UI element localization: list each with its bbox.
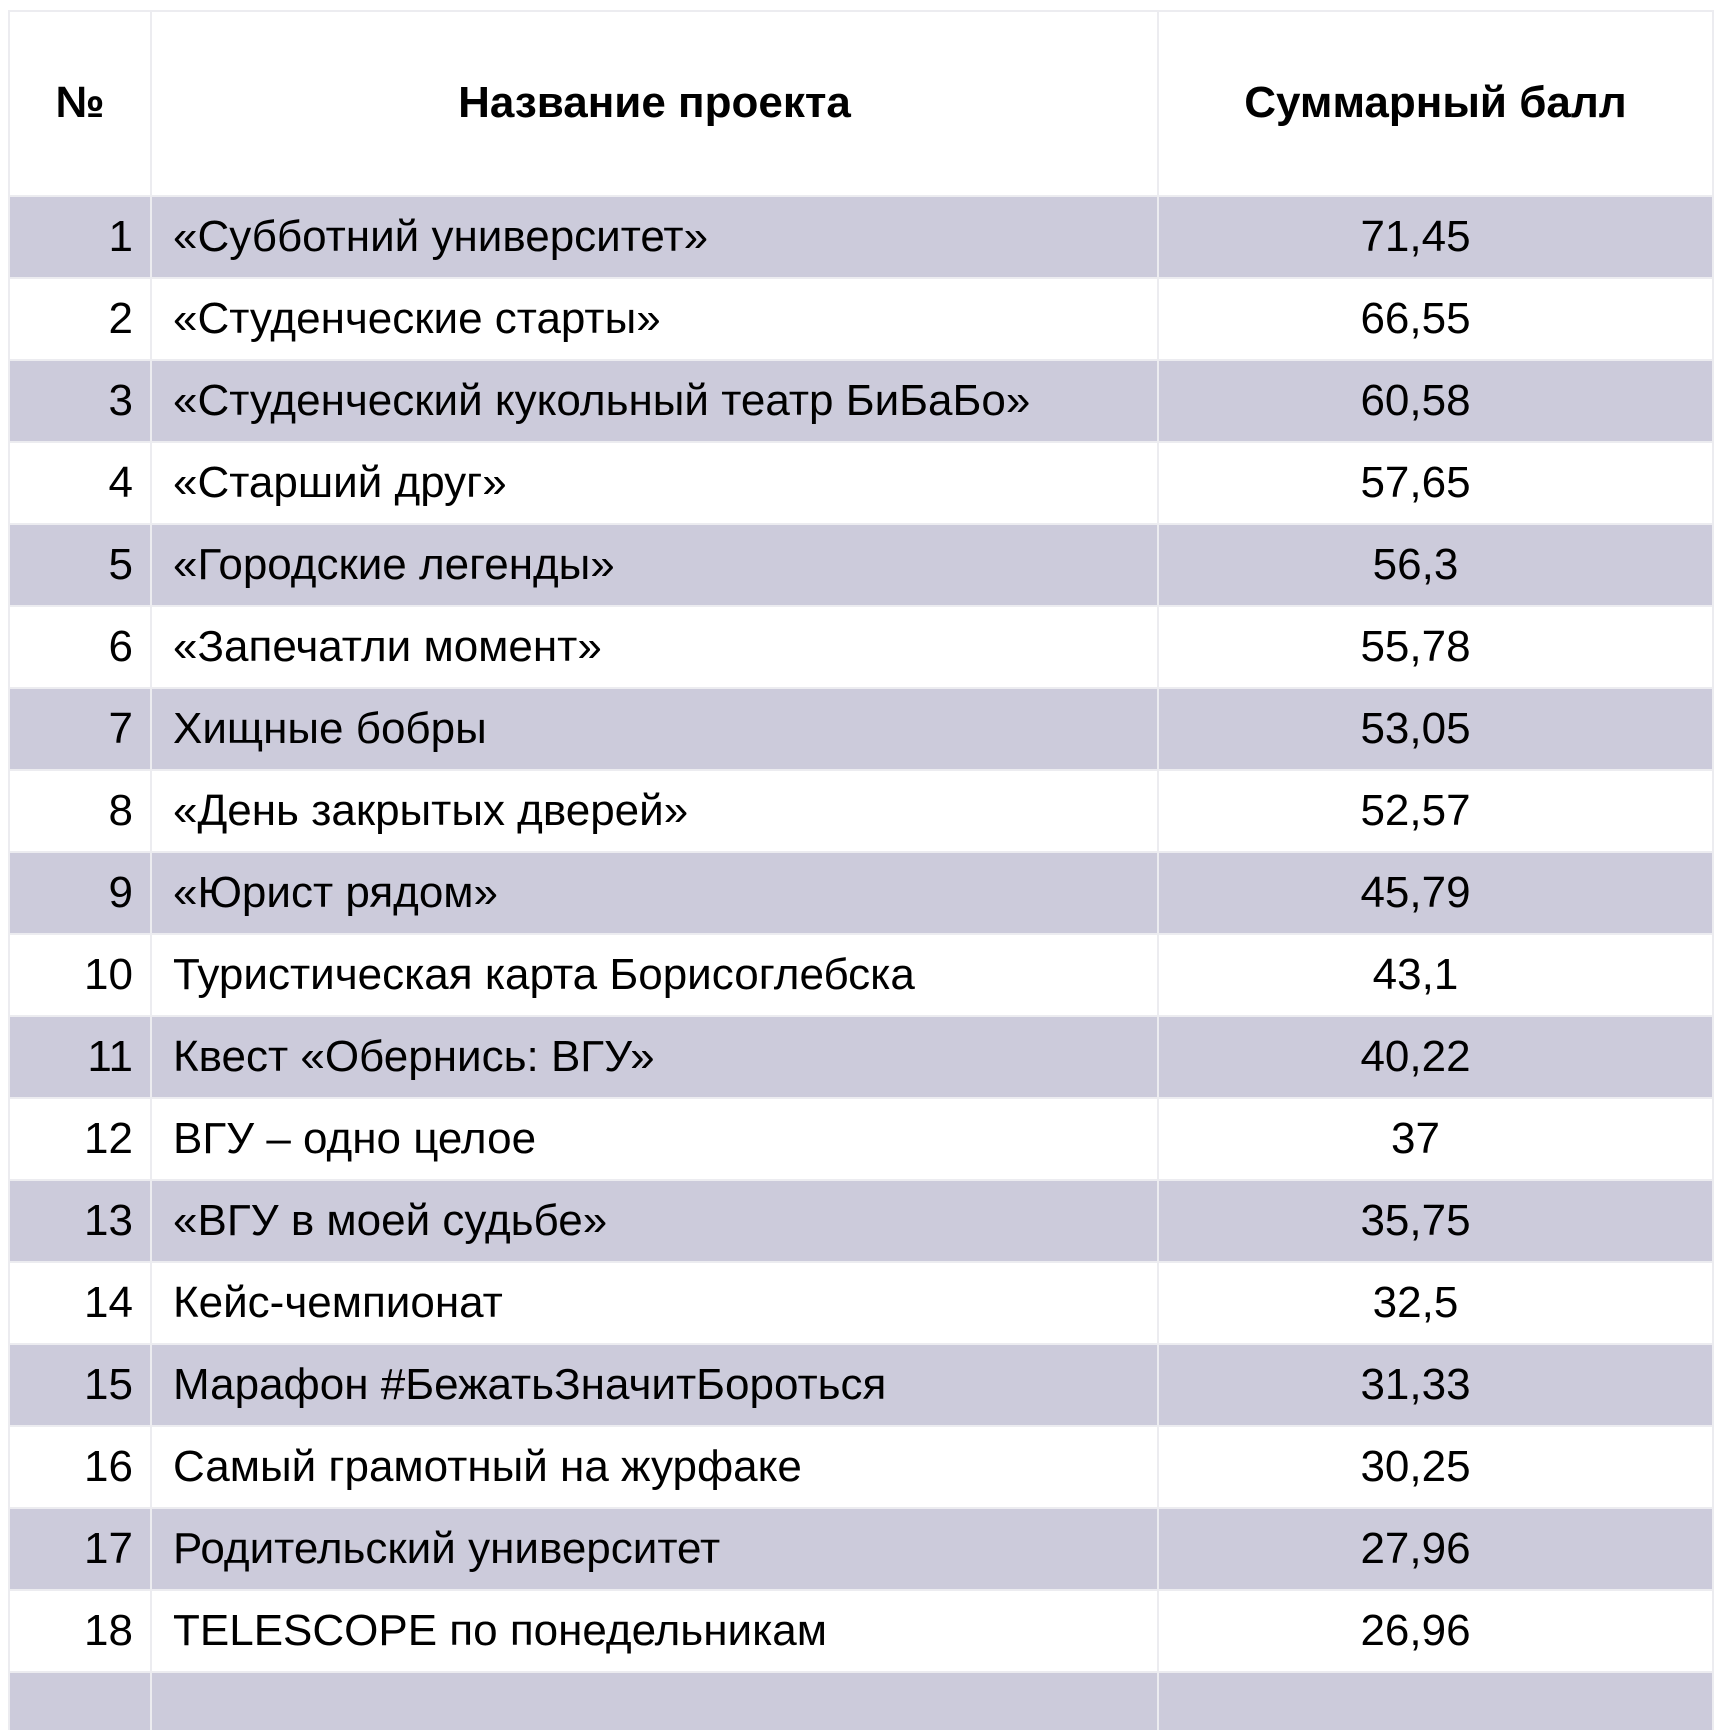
table-row [9, 1590, 1713, 1672]
table-row-partial [9, 1672, 1713, 1730]
row-number-cell: 8 [9, 770, 151, 852]
total-score-cell: 40,22 [1158, 1016, 1713, 1098]
project-name-cell: «Городские легенды» [151, 524, 1158, 606]
total-score-cell: 52,57 [1158, 770, 1713, 852]
table-row [9, 770, 1713, 852]
table-header-row [9, 11, 1713, 196]
table-row [9, 360, 1713, 442]
project-name-cell: «Студенческий кукольный театр БиБаБо» [151, 360, 1158, 442]
table-row [9, 606, 1713, 688]
total-score-cell: 60,58 [1158, 360, 1713, 442]
header-project-name: Название проекта [151, 11, 1158, 196]
row-number-cell: 9 [9, 852, 151, 934]
project-name-cell: «Субботний университет» [151, 196, 1158, 278]
table-row [9, 1426, 1713, 1508]
table-body [9, 196, 1713, 1730]
row-number-cell: 4 [9, 442, 151, 524]
total-score-cell: 32,5 [1158, 1262, 1713, 1344]
row-number-cell: 15 [9, 1344, 151, 1426]
total-score-cell: 43,1 [1158, 934, 1713, 1016]
row-number-cell: 7 [9, 688, 151, 770]
table-row [9, 1508, 1713, 1590]
row-number-cell: 18 [9, 1590, 151, 1672]
row-number-cell: 6 [9, 606, 151, 688]
project-name-cell: Родительский университет [151, 1508, 1158, 1590]
project-name-cell: «Студенческие старты» [151, 278, 1158, 360]
row-number-cell: 5 [9, 524, 151, 606]
total-score-cell: 55,78 [1158, 606, 1713, 688]
total-score-cell: 31,33 [1158, 1344, 1713, 1426]
project-name-cell: «ВГУ в моей судьбе» [151, 1180, 1158, 1262]
empty-cell [151, 1672, 1158, 1730]
row-number-cell: 14 [9, 1262, 151, 1344]
row-number-cell: 16 [9, 1426, 151, 1508]
total-score-cell: 45,79 [1158, 852, 1713, 934]
project-name-cell: Кейс-чемпионат [151, 1262, 1158, 1344]
total-score-cell: 30,25 [1158, 1426, 1713, 1508]
total-score-cell: 71,45 [1158, 196, 1713, 278]
table-row [9, 1262, 1713, 1344]
row-number-cell: 2 [9, 278, 151, 360]
total-score-cell: 37 [1158, 1098, 1713, 1180]
project-name-cell: «Запечатли момент» [151, 606, 1158, 688]
project-name-cell: Хищные бобры [151, 688, 1158, 770]
row-number-cell: 11 [9, 1016, 151, 1098]
total-score-cell: 27,96 [1158, 1508, 1713, 1590]
total-score-cell: 57,65 [1158, 442, 1713, 524]
project-name-cell: Туристическая карта Борисоглебска [151, 934, 1158, 1016]
total-score-cell: 56,3 [1158, 524, 1713, 606]
project-name-cell: Квест «Обернись: ВГУ» [151, 1016, 1158, 1098]
table-row [9, 1180, 1713, 1262]
project-name-cell: TELESCOPE по понедельникам [151, 1590, 1158, 1672]
table-row [9, 1344, 1713, 1426]
project-name-cell: «Юрист рядом» [151, 852, 1158, 934]
row-number-cell: 10 [9, 934, 151, 1016]
total-score-cell: 66,55 [1158, 278, 1713, 360]
total-score-cell: 35,75 [1158, 1180, 1713, 1262]
row-number-cell: 13 [9, 1180, 151, 1262]
table-row [9, 278, 1713, 360]
empty-cell [1158, 1672, 1713, 1730]
row-number-cell: 3 [9, 360, 151, 442]
header-total-score: Суммарный балл [1158, 11, 1713, 196]
header-number: № [9, 11, 151, 196]
table-row [9, 1016, 1713, 1098]
empty-cell [9, 1672, 151, 1730]
total-score-cell: 26,96 [1158, 1590, 1713, 1672]
project-name-cell: ВГУ – одно целое [151, 1098, 1158, 1180]
row-number-cell: 17 [9, 1508, 151, 1590]
table-row [9, 524, 1713, 606]
table-row [9, 852, 1713, 934]
table-row [9, 196, 1713, 278]
project-name-cell: «Старший друг» [151, 442, 1158, 524]
project-name-cell: «День закрытых дверей» [151, 770, 1158, 852]
row-number-cell: 1 [9, 196, 151, 278]
table-row [9, 688, 1713, 770]
row-number-cell: 12 [9, 1098, 151, 1180]
total-score-cell: 53,05 [1158, 688, 1713, 770]
projects-score-table [8, 10, 1714, 1730]
table-row [9, 1098, 1713, 1180]
project-name-cell: Марафон #БежатьЗначитБороться [151, 1344, 1158, 1426]
table-row [9, 442, 1713, 524]
project-name-cell: Самый грамотный на журфаке [151, 1426, 1158, 1508]
table-row [9, 934, 1713, 1016]
